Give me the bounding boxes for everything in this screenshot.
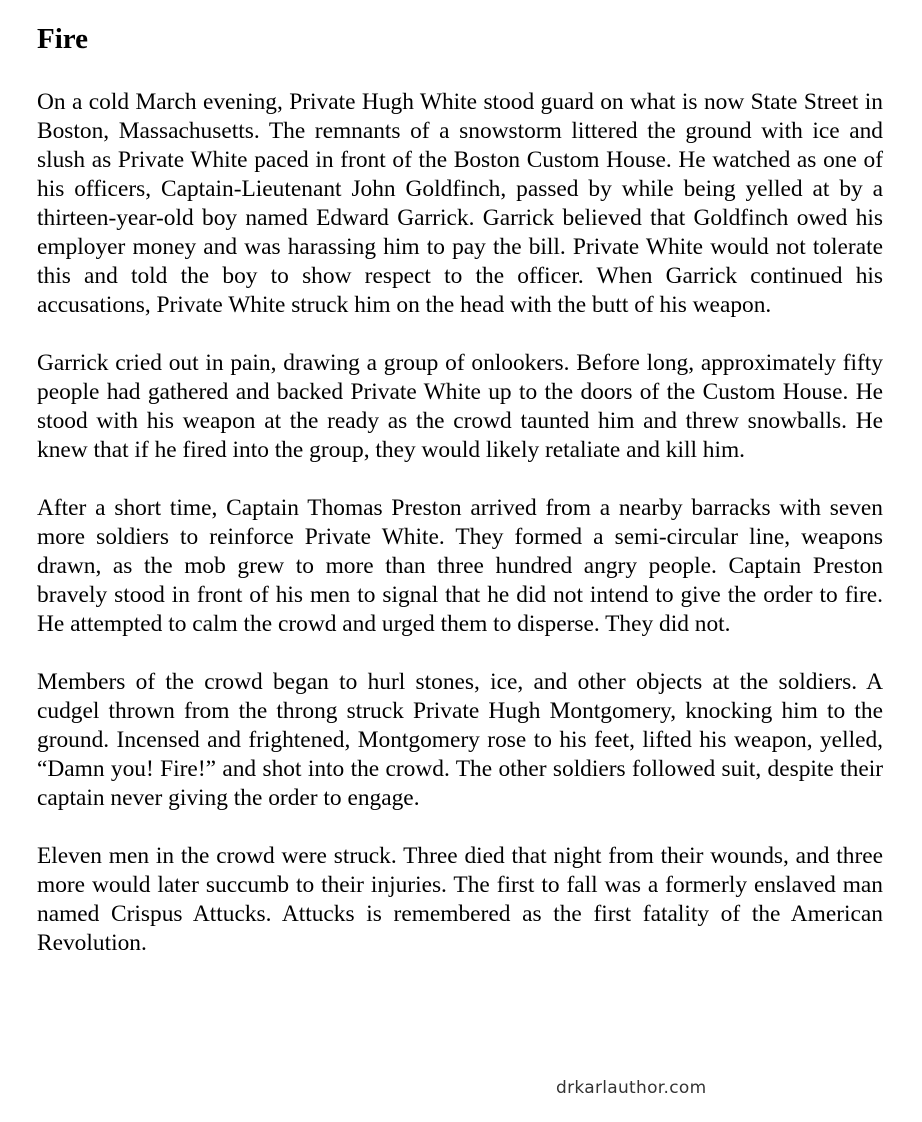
paragraph-1: On a cold March evening, Private Hugh White stood guard on what is now State Street in Boston, Massachusetts. The remnants of a snowstorm littered the ground with ice and slush as Private White paced in front of the Boston Custom House. He watched as one of his officers, Captain-Lieutenant John Goldfinch, passed by while being yelled at by a thirteen-year-old boy named Edward Garrick. Garrick believed that Goldfinch owed his employer money and was harassing him to pay the bill. Private White would not tolerate this and told the boy to show respect to the officer. When Garrick continued his accusations, Private White struck him on the head with the butt of his weapon. [37,89,883,318]
document-title: Fire [37,23,88,55]
paragraph-5: Eleven men in the crowd were struck. Three died that night from their wounds, and three more would later succumb to their injuries. The first to fall was a formerly enslaved man named Crispus Attucks. Attucks is remembered as the first fatality of the American Revolution. [37,843,883,956]
footer-website: drkarlauthor.com [556,1078,707,1098]
document-body [37,88,883,987]
paragraph-4: Members of the crowd began to hurl stones, ice, and other objects at the soldiers. A cudgel thrown from the throng struck Private Hugh Montgomery, knocking him to the ground. Incensed and frightened, Montgomery rose to his feet, lifted his weapon, yelled, “Damn you! Fire!” and shot into the crowd. The other soldiers followed suit, despite their captain never giving the order to engage. [37,669,883,811]
paragraph-2: Garrick cried out in pain, drawing a group of onlookers. Before long, approximately fifty people had gathered and backed Private White up to the doors of the Custom House. He stood with his weapon at the ready as the crowd taunted him and threw snowballs. He knew that if he fired into the group, they would likely retaliate and kill him. [37,350,883,463]
paragraph-3: After a short time, Captain Thomas Preston arrived from a nearby barracks with seven more soldiers to reinforce Private White. They formed a semi-circular line, weapons drawn, as the mob grew to more than three hundred angry people. Captain Preston bravely stood in front of his men to signal that he did not intend to give the order to fire. He attempted to calm the crowd and urged them to disperse. They did not. [37,495,883,637]
